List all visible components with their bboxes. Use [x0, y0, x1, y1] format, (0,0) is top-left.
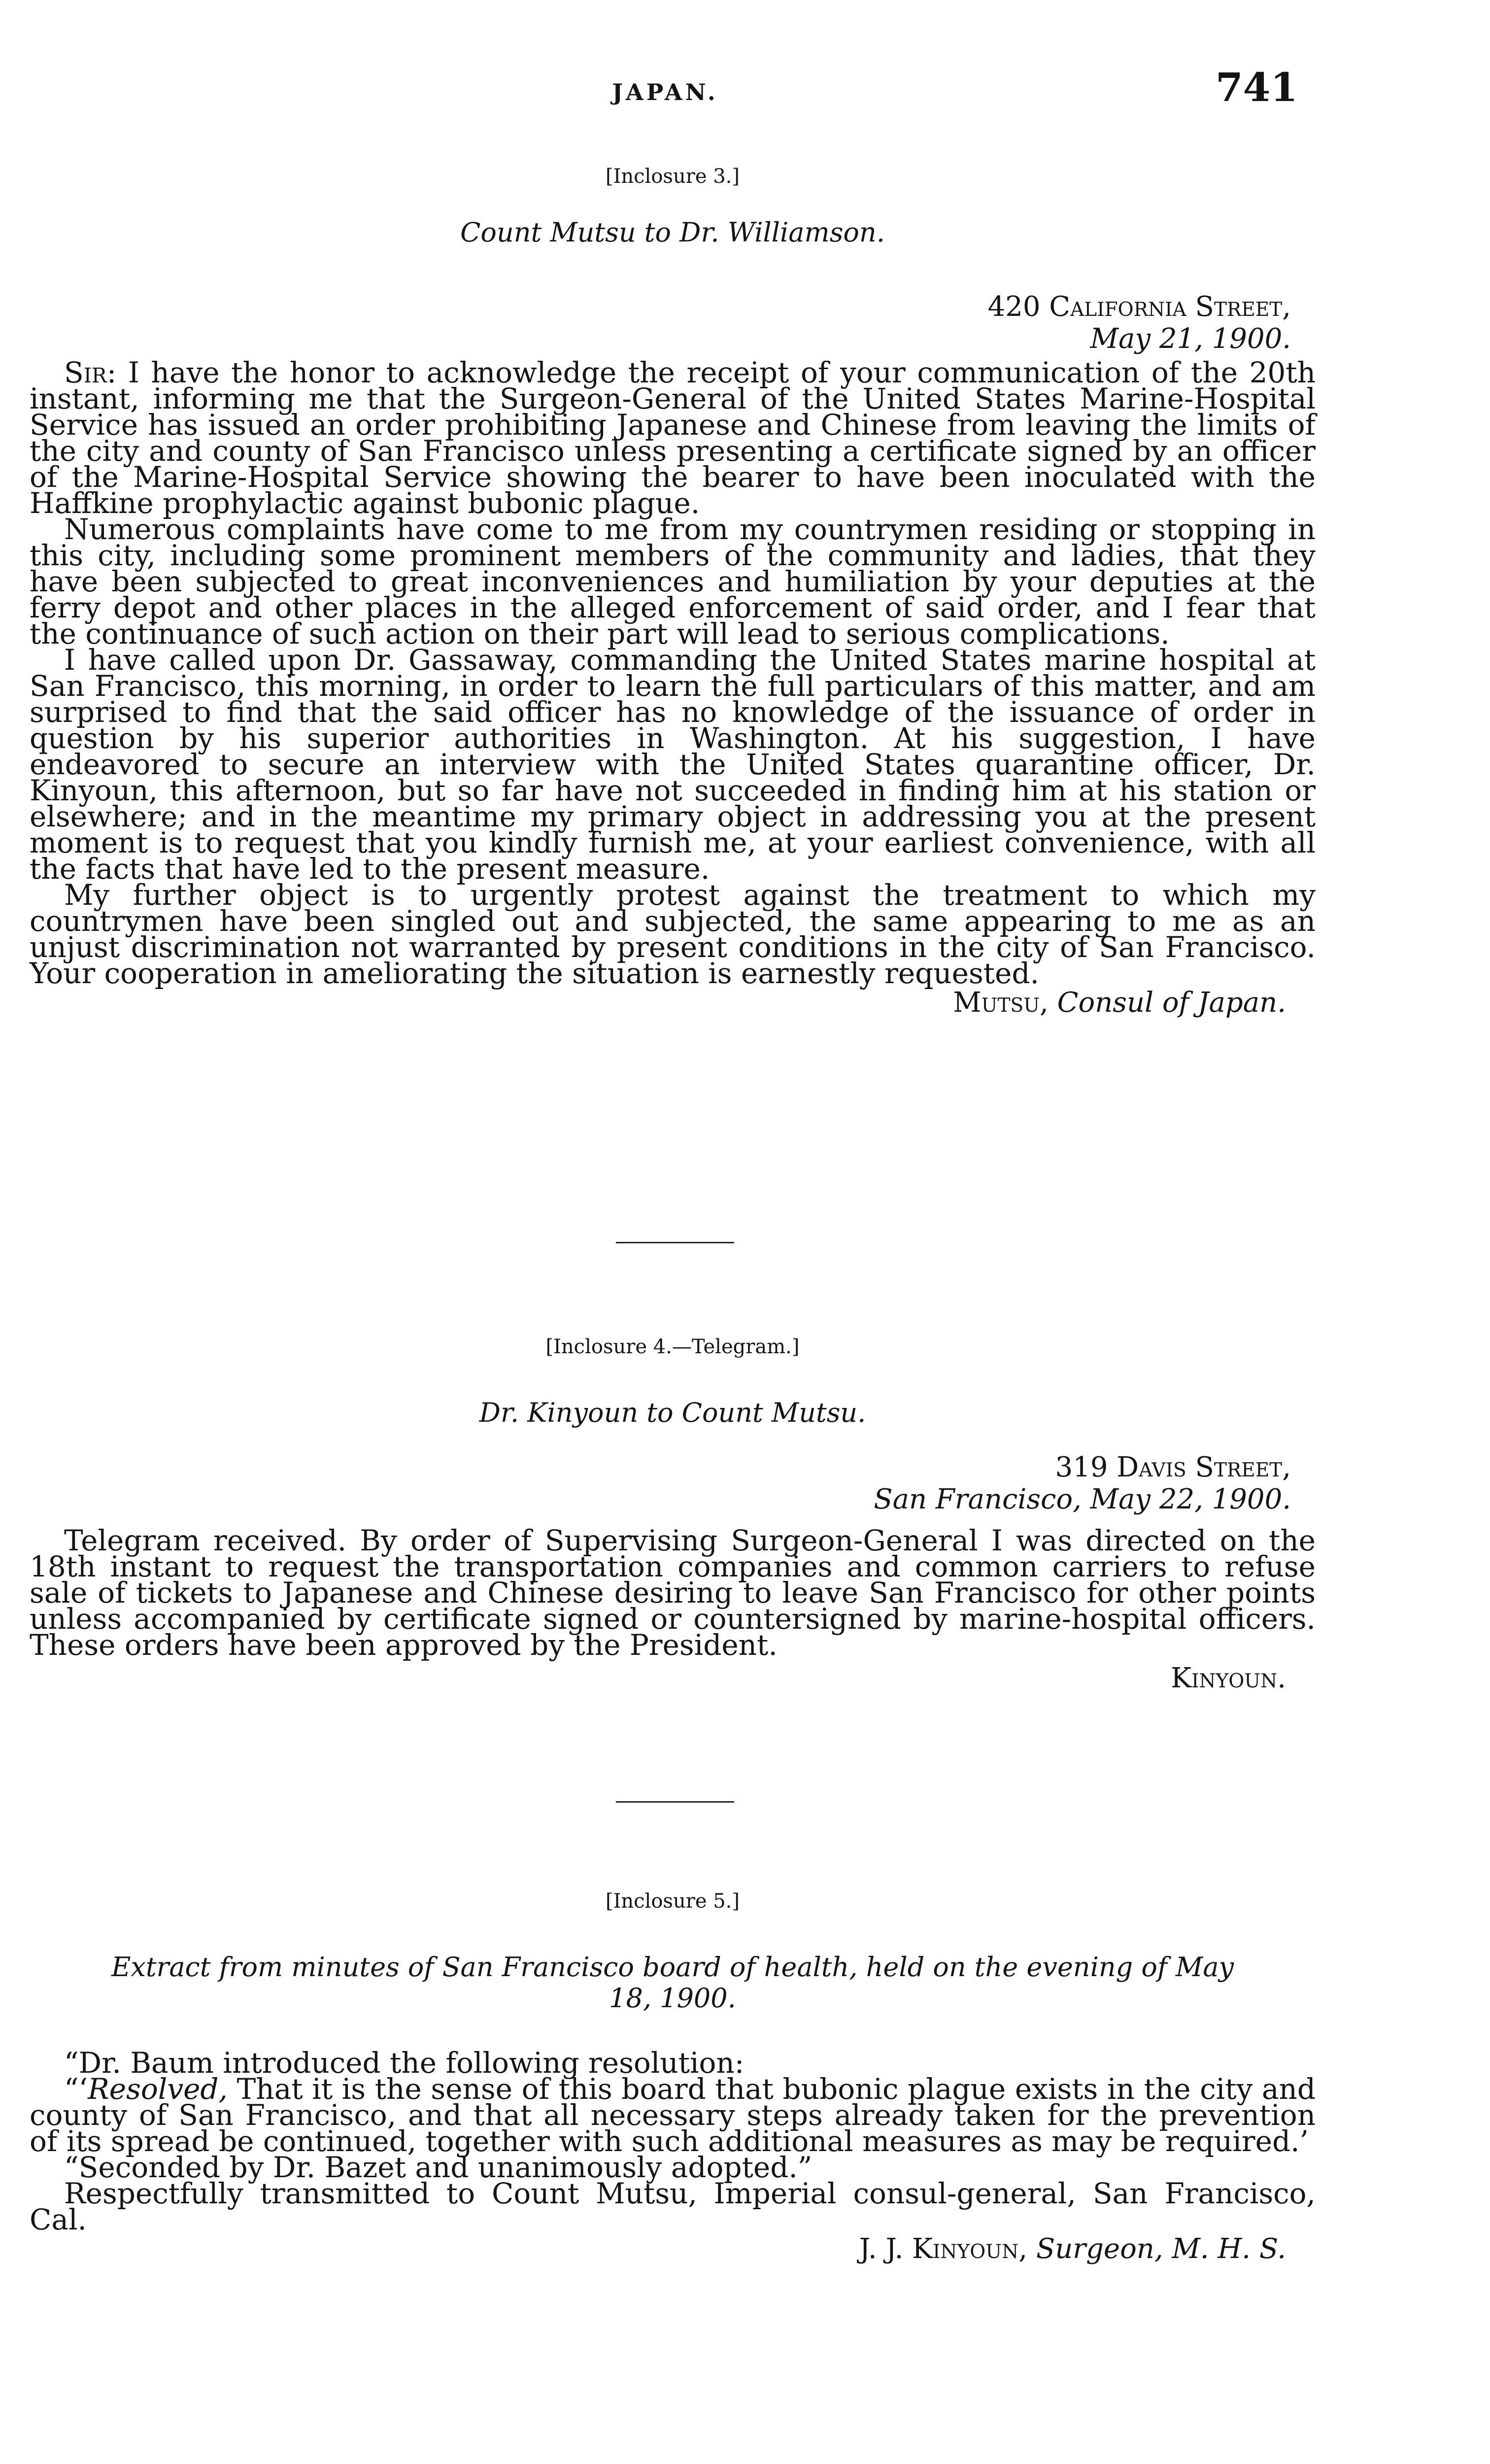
letter-paragraph: My further object is to urgently protest against the treatment to which my countrymen have been singled out and subjected, the same appearing to me as an unjust discrimination not warranted by present conditions in the city of San Francisco. Your cooperation in ameliorating the situation is earnestly requested. — [30, 878, 1316, 990]
salutation: Sir: — [64, 356, 117, 389]
inclosure-4-body — [30, 1524, 1316, 1694]
inclosure-4-label: [Inclosure 4.—Telegram.] — [545, 1335, 800, 1358]
inclosure-3-body — [30, 356, 1316, 1019]
inclosure-4-title: Dr. Kinyoun to Count Mutsu. — [479, 1397, 866, 1428]
inclosure-5-label: [Inclosure 5.] — [605, 1890, 740, 1913]
inclosure-4-address: 319 Davis Street, — [1055, 1451, 1291, 1483]
minutes-paragraph: “Dr. Baum introduced the following resolution: — [64, 2046, 745, 2080]
minutes-paragraph: “Seconded by Dr. Bazet and unanimously adopted.” — [64, 2151, 813, 2184]
running-title: JAPAN. — [612, 79, 718, 105]
inclosure-4-dateline — [30, 1451, 1291, 1515]
signature-name: J. J. Kinyoun, — [859, 2233, 1028, 2265]
paragraph-text: I have the honor to acknowledge the receipt of your communication of the 20th instant, informing me that the Surgeon-General of the United States Marine-Hospital Service has issued an order prohibiting Japanese and Chinese from leaving the limits of the city and county of San Francisco unless presenting a certificate signed by an officer of the Marine-Hospital Service showing the bearer to have been inoculated with the Haffkine prophylactic against bubonic plague. — [30, 356, 1316, 520]
inclosure-5-body — [30, 2046, 1316, 2265]
inclosure-5-signature — [30, 2233, 1316, 2265]
minutes-paragraph — [30, 2072, 1316, 2158]
inclosure-4-date: San Francisco, May 22, 1900. — [874, 1483, 1291, 1515]
inclosure-4-signature: Kinyoun. — [1171, 1662, 1286, 1694]
letter-paragraph: Numerous complaints have come to me from my countrymen residing or stopping in this city, including some prominent members of the community and ladies, that they have been subjected to great inconveniences and humiliation by your deputies at the ferry depot and other places in the alleged enforcement of said order, and I fear that the continuance of such action on their part will lead to serious complications. — [30, 513, 1316, 650]
inclosure-3-signature — [30, 987, 1316, 1019]
inclosure-3-date: May 21, 1900. — [1090, 323, 1291, 355]
section-divider — [616, 1242, 734, 1243]
paragraph-text: That it is the sense of this board that bubonic plague exists in the city and county of San Francisco, and that all necessary steps already taken for the prevention of its spread be continued, together with such additional measures as may be required.’ — [30, 2072, 1316, 2158]
letter-paragraph: I have called upon Dr. Gassaway, commanding the United States marine hospital at San Francisco, this morning, in order to learn the full particulars of this matter, and am surprised to find that the said officer has no knowledge of the issuance of order in question by his superior authorities in Washington. At his suggestion, I have endeavored to secure an interview with the United States quarantine officer, Dr. Kinyoun, this afternoon, but so far have not succeeded in finding him at his station or elsewhere; and in the meantime my primary object in addressing you at the present moment is to request that you kindly furnish me, at your earliest convenience, with all the facts that have led to the present measure. — [30, 643, 1316, 886]
signature-title: Surgeon, M. H. S. — [1036, 2233, 1286, 2265]
telegram-paragraph: Telegram received. By order of Supervising Surgeon-General I was directed on the 18th instant to request the transportation companies and common carriers to refuse sale of tickets to Japanese and Chinese desiring to leave San Francisco for other points unless accompanied by certificate signed or countersigned by marine-hospital officers. These orders have been approved by the President. — [30, 1524, 1316, 1662]
letter-paragraph — [30, 356, 1316, 520]
inclosure-3-label: [Inclosure 3.] — [605, 165, 740, 188]
page-number: 741 — [1216, 64, 1298, 110]
section-divider — [616, 1801, 734, 1803]
inclosure-3-dateline — [30, 291, 1291, 355]
signature-title: Consul of Japan. — [1057, 987, 1286, 1019]
signature-name: Mutsu, — [953, 987, 1049, 1019]
page-header — [0, 64, 1490, 128]
minutes-paragraph: Respectfully transmitted to Count Mutsu, Imperial consul-general, San Francisco, Cal. — [30, 2177, 1316, 2236]
quote-mark: “‘ — [64, 2072, 88, 2106]
inclosure-5-title: Extract from minutes of San Francisco board of health, held on the evening of May 18, 1900. — [111, 1951, 1234, 2014]
resolved-word: Resolved, — [88, 2072, 228, 2106]
inclosure-3-title: Count Mutsu to Dr. Williamson. — [460, 217, 885, 248]
inclosure-3-address: 420 California Street, — [987, 291, 1291, 323]
